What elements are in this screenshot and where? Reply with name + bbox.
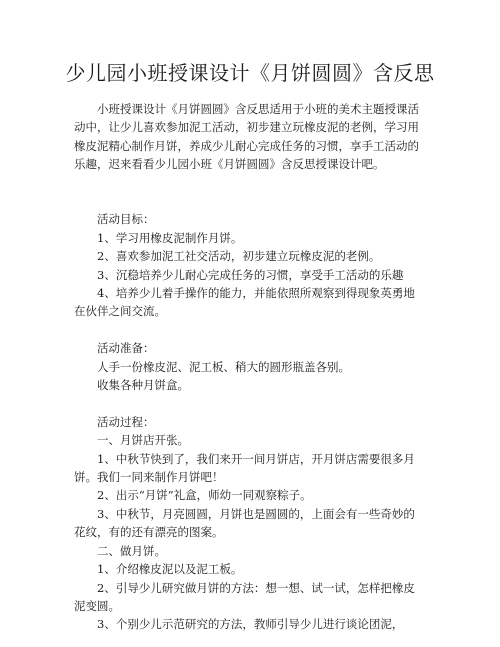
prep-item: 人手一份橡皮泥、泥工板、稍大的圆形瓶盖各别。 — [97, 359, 350, 374]
goals-heading: 活动目标： — [97, 212, 155, 227]
spacer — [74, 394, 424, 412]
intro-paragraph: 小班授课设计《月饼圆圆》含反思适用于小班的美术主题授课活动中，让少儿喜欢参加泥工活动，初步建立玩橡皮泥的老例，学习用橡皮泥精心制作月饼，养成少儿耐心完成任务的习惯，享手工活动的乐趣，迟来看看少儿园小班《月饼圆圆》含反思授课设计吧。 — [74, 102, 419, 172]
goal-item: 1、学习用橡皮泥制作月饼。 — [97, 230, 243, 245]
spacer — [74, 192, 424, 210]
process-item: 2、出示“月饼”礼盒，师幼一同观察粽子。 — [97, 488, 312, 503]
process-item: 3、中秋节，月亮圆圆，月饼也是圆圆的，上面会有一些奇妙的花纹，有的还有漂亮的图案。 — [74, 506, 415, 540]
prep-heading: 活动准备： — [97, 341, 155, 356]
prep-item: 收集各种月饼盒。 — [97, 378, 189, 393]
process-item: 3、个别少儿示范研究的方法，教师引导少儿进行谈论团泥， — [97, 617, 404, 632]
goal-item: 4、培养少儿着手操作的能力，并能依照所观察到得现象英勇地在伙伴之间交流。 — [74, 286, 415, 319]
goal-item: 2、喜欢参加泥工社交活动，初步建立玩橡皮泥的老例。 — [97, 249, 381, 264]
process-item: 2、引导少儿研究做月饼的方法：想一想、试一试，怎样把橡皮泥变圆。 — [74, 580, 415, 613]
spacer — [74, 174, 424, 192]
goal-item: 3、沉稳培养少儿耐心完成任务的习惯，享受手工活动的乐趣 — [97, 267, 404, 282]
process-item: 二、做月饼。 — [97, 543, 166, 558]
document-title: 少儿园小班授课设计《月饼圆圆》含反思 — [65, 61, 435, 85]
process-item: 1、中秋节快到了，我们来开一间月饼店，开月饼店需要很多月饼。我们一同来制作月饼吧！ — [74, 451, 415, 485]
process-item: 1、介绍橡皮泥以及泥工板。 — [97, 562, 243, 577]
spacer — [74, 321, 424, 339]
document-body — [74, 100, 424, 634]
process-item: 一、月饼店开张。 — [97, 433, 189, 448]
process-heading: 活动过程： — [97, 414, 155, 429]
